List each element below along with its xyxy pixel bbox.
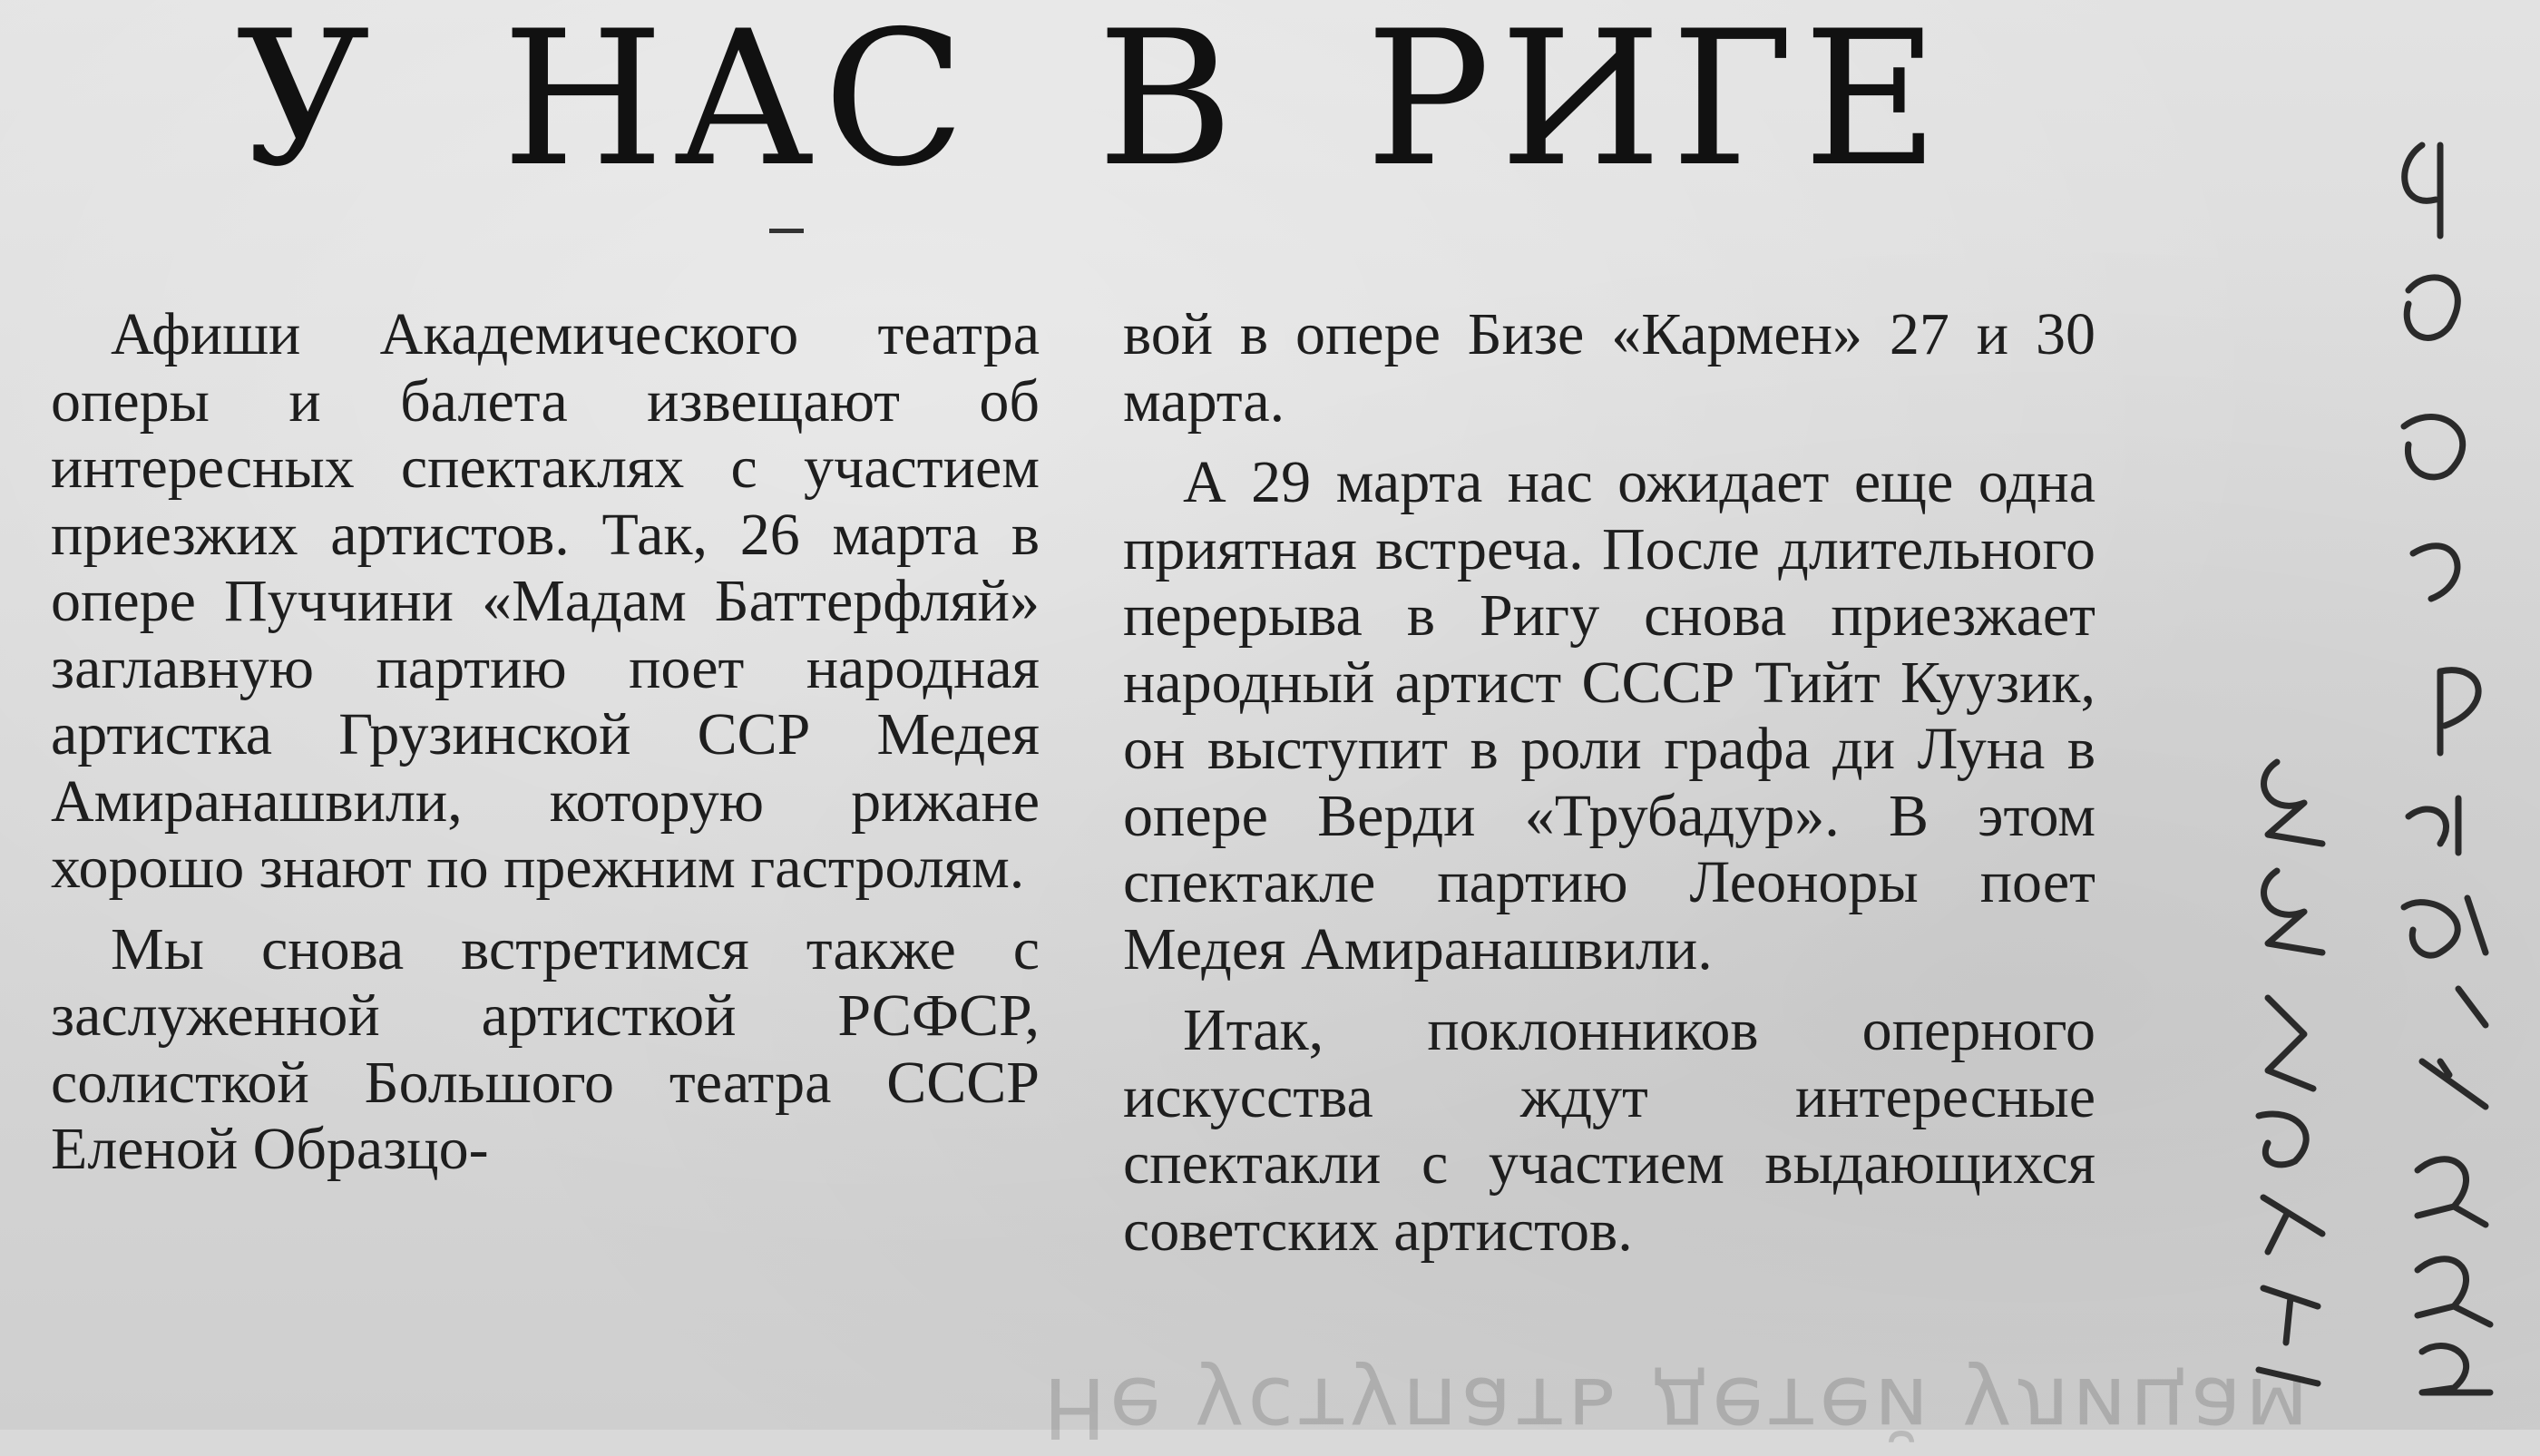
right-column xyxy=(1123,301,2096,1264)
handwritten-note xyxy=(2213,127,2522,1397)
paragraph: вой в опере Бизе «Кармен» 27 и 30 марта. xyxy=(1123,301,2096,435)
headline-divider xyxy=(769,229,804,233)
left-column xyxy=(51,301,1040,1183)
paragraph: Афиши Академического театра оперы и балета извещают об интересных спектаклях с участием приезжих артистов. Так, 26 марта в опере Пуччини «Мадам Баттерфляй» заглавную партию поет народная артистка Грузинской ССР Медея Амиранашвили, которую рижане хорошо знают по прежним гастролям. xyxy=(51,301,1040,901)
handwriting-illustration xyxy=(2213,127,2522,1397)
headline: У НАС В РИГЕ xyxy=(236,0,1949,208)
paragraph: А 29 марта нас ожидает еще одна приятная встреча. После длительного перерыва в Ригу снова приезжает народный артист СССР Тийт Куузик, он выступит в роли графа ди Луна в опере Верди «Трубадур». В этом спектакле партию Леоноры поет Медея Амиранашвили. xyxy=(1123,449,2096,982)
bleed-through-text: Не уступать детей улицам xyxy=(1043,1359,2312,1456)
paragraph: Мы снова встретимся также с заслуженной артисткой РСФСР, солисткой Большого театра СССР Еленой Образцо- xyxy=(51,915,1040,1182)
paragraph: Итак, поклонников оперного искусства ждут интересные спектакли с участием выдающихся советских артистов. xyxy=(1123,997,2096,1264)
